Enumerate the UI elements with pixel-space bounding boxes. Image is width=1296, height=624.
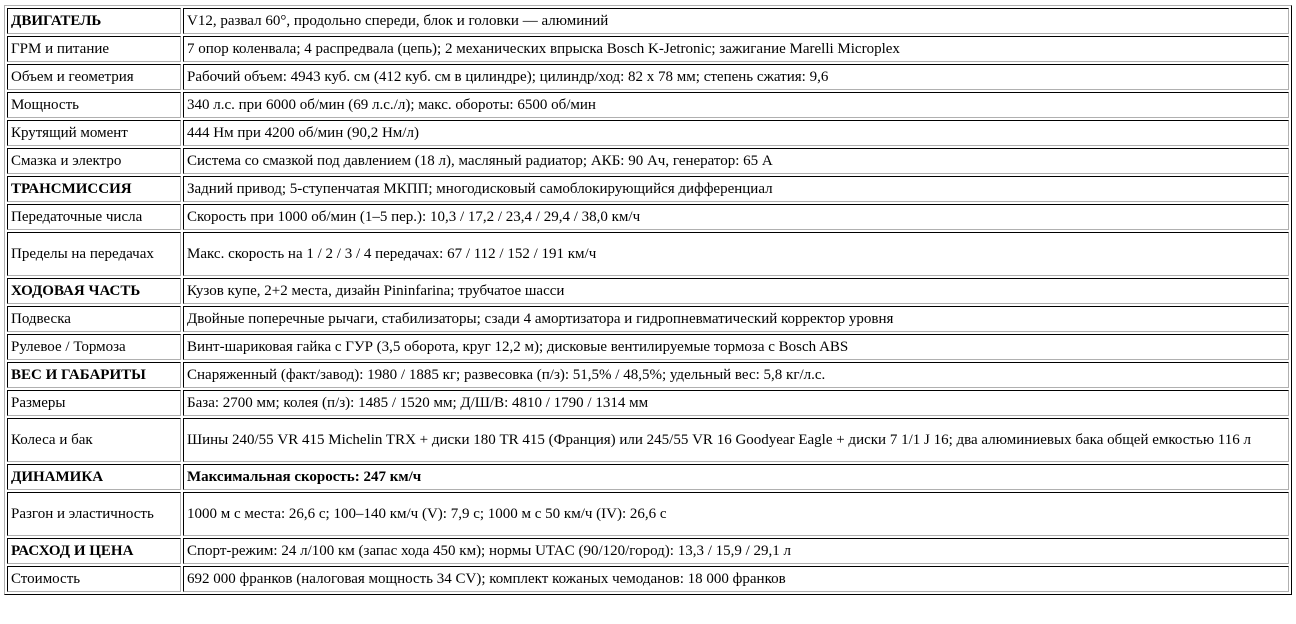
- row-value: Винт-шариковая гайка с ГУР (3,5 оборота, круг 12,2 м); дисковые вентилируемые тормоза с Bosch ABS: [183, 334, 1289, 360]
- table-row: [7, 232, 1289, 276]
- row-label: Смазка и электро: [7, 148, 181, 174]
- row-label: Стоимость: [7, 566, 181, 592]
- row-label: Объем и геометрия: [7, 64, 181, 90]
- section-label: ТРАНСМИССИЯ: [7, 176, 181, 202]
- section-label: ВЕС И ГАБАРИТЫ: [7, 362, 181, 388]
- table-row: [7, 566, 1289, 592]
- row-value: Кузов купе, 2+2 места, дизайн Pininfarina; трубчатое шасси: [183, 278, 1289, 304]
- row-value: Снаряженный (факт/завод): 1980 / 1885 кг; развесовка (п/з): 51,5% / 48,5%; удельный вес: 5,8 кг/л.с.: [183, 362, 1289, 388]
- row-value: 444 Нм при 4200 об/мин (90,2 Нм/л): [183, 120, 1289, 146]
- row-label: Передаточные числа: [7, 204, 181, 230]
- row-label: Колеса и бак: [7, 418, 181, 462]
- table-row: [7, 8, 1289, 34]
- row-value: База: 2700 мм; колея (п/з): 1485 / 1520 мм; Д/Ш/В: 4810 / 1790 / 1314 мм: [183, 390, 1289, 416]
- row-value: 340 л.с. при 6000 об/мин (69 л.с./л); макс. обороты: 6500 об/мин: [183, 92, 1289, 118]
- row-value: V12, развал 60°, продольно спереди, блок и головки — алюминий: [183, 8, 1289, 34]
- table-row: [7, 92, 1289, 118]
- table-row: [7, 418, 1289, 462]
- row-value: 1000 м с места: 26,6 с; 100–140 км/ч (V): 7,9 с; 1000 м с 50 км/ч (IV): 26,6 с: [183, 492, 1289, 536]
- row-label: Крутящий момент: [7, 120, 181, 146]
- section-label: ДВИГАТЕЛЬ: [7, 8, 181, 34]
- row-value: Спорт-режим: 24 л/100 км (запас хода 450 км); нормы UTAC (90/120/город): 13,3 / 15,9 / 29,1 л: [183, 538, 1289, 564]
- row-label: Размеры: [7, 390, 181, 416]
- section-label: ХОДОВАЯ ЧАСТЬ: [7, 278, 181, 304]
- row-value: Двойные поперечные рычаги, стабилизаторы; сзади 4 амортизатора и гидропневматический корректор уровня: [183, 306, 1289, 332]
- spec-table: [4, 5, 1292, 595]
- row-label: Разгон и эластичность: [7, 492, 181, 536]
- table-row: [7, 390, 1289, 416]
- section-label: РАСХОД И ЦЕНА: [7, 538, 181, 564]
- table-row: [7, 278, 1289, 304]
- row-value: Система со смазкой под давлением (18 л), масляный радиатор; АКБ: 90 Ач, генератор: 65 А: [183, 148, 1289, 174]
- row-label: Подвеска: [7, 306, 181, 332]
- table-row: [7, 36, 1289, 62]
- table-row: [7, 176, 1289, 202]
- table-row: [7, 538, 1289, 564]
- row-value: Задний привод; 5-ступенчатая МКПП; многодисковый самоблокирующийся дифференциал: [183, 176, 1289, 202]
- table-row: [7, 204, 1289, 230]
- table-row: [7, 362, 1289, 388]
- row-value: Рабочий объем: 4943 куб. см (412 куб. см в цилиндре); цилиндр/ход: 82 x 78 мм; степень сжатия: 9,6: [183, 64, 1289, 90]
- section-label: ДИНАМИКА: [7, 464, 181, 490]
- row-value: 7 опор коленвала; 4 распредвала (цепь); 2 механических впрыска Bosch K-Jetronic; зажигание Marelli Microplex: [183, 36, 1289, 62]
- row-label: ГРМ и питание: [7, 36, 181, 62]
- row-value: Макс. скорость на 1 / 2 / 3 / 4 передачах: 67 / 112 / 152 / 191 км/ч: [183, 232, 1289, 276]
- row-value: Скорость при 1000 об/мин (1–5 пер.): 10,3 / 17,2 / 23,4 / 29,4 / 38,0 км/ч: [183, 204, 1289, 230]
- table-row: [7, 64, 1289, 90]
- table-row: [7, 120, 1289, 146]
- row-value: 692 000 франков (налоговая мощность 34 CV); комплект кожаных чемоданов: 18 000 франков: [183, 566, 1289, 592]
- table-row: [7, 306, 1289, 332]
- row-label: Рулевое / Тормоза: [7, 334, 181, 360]
- row-label: Мощность: [7, 92, 181, 118]
- row-label: Пределы на передачах: [7, 232, 181, 276]
- table-row: [7, 334, 1289, 360]
- table-row: [7, 464, 1289, 490]
- row-value: Шины 240/55 VR 415 Michelin TRX + диски 180 TR 415 (Франция) или 245/55 VR 16 Goodyear Eagle + диски 7 1/1 J 16; два алюминиевых бака общей емкостью 116 л: [183, 418, 1289, 462]
- table-row: [7, 492, 1289, 536]
- table-row: [7, 148, 1289, 174]
- row-value: Максимальная скорость: 247 км/ч: [183, 464, 1289, 490]
